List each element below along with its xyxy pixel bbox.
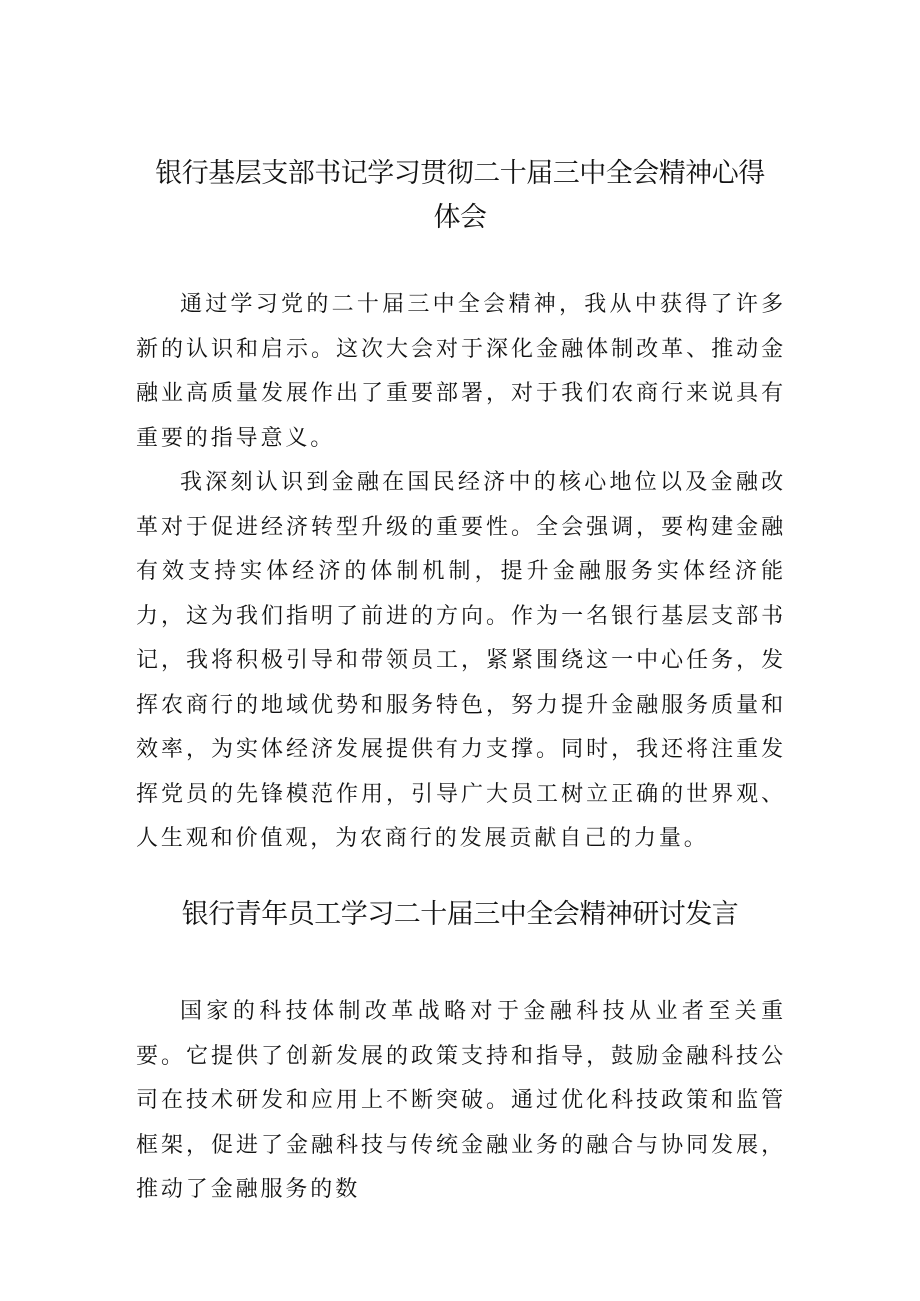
article-2-body bbox=[136, 990, 786, 1213]
article-1-paragraph-1: 通过学习党的二十届三中全会精神，我从中获得了许多新的认识和启示。这次大会对于深化金融体制改革、推动金融业高质量发展作出了重要部署，对于我们农商行来说具有重要的指导意义。 bbox=[136, 292, 786, 451]
article-2-paragraph-1: 国家的科技体制改革战略对于金融科技从业者至关重要。它提供了创新发展的政策支持和指导，鼓励金融科技公司在技术研发和应用上不断突破。通过优化科技政策和监管框架，促进了金融科技与传统金融业务的融合与协同发展，推动了金融服务的数 bbox=[136, 999, 786, 1202]
article-1-body bbox=[136, 283, 786, 862]
article-1-paragraph-2: 我深刻认识到金融在国民经济中的核心地位以及金融改革对于促进经济转型升级的重要性。全会强调，要构建金融有效支持实体经济的体制机制，提升金融服务实体经济能力，这为我们指明了前进的方向。作为一名银行基层支部书记，我将积极引导和带领员工，紧紧围绕这一中心任务，发挥农商行的地域优势和服务特色，努力提升金融服务质量和效率，为实体经济发展提供有力支撑。同时，我还将注重发挥党员的先锋模范作用，引导广大员工树立正确的世界观、人生观和价值观，为农商行的发展贡献自己的力量。 bbox=[136, 470, 786, 851]
article-1-title-line-1: 银行基层支部书记学习贯彻二十届三中全会精神心得 bbox=[155, 158, 765, 189]
article-1-title-line-2: 体会 bbox=[433, 202, 487, 233]
article-1-title bbox=[110, 152, 810, 240]
article-2-title: 银行青年员工学习二十届三中全会精神研讨发言 bbox=[181, 899, 739, 930]
